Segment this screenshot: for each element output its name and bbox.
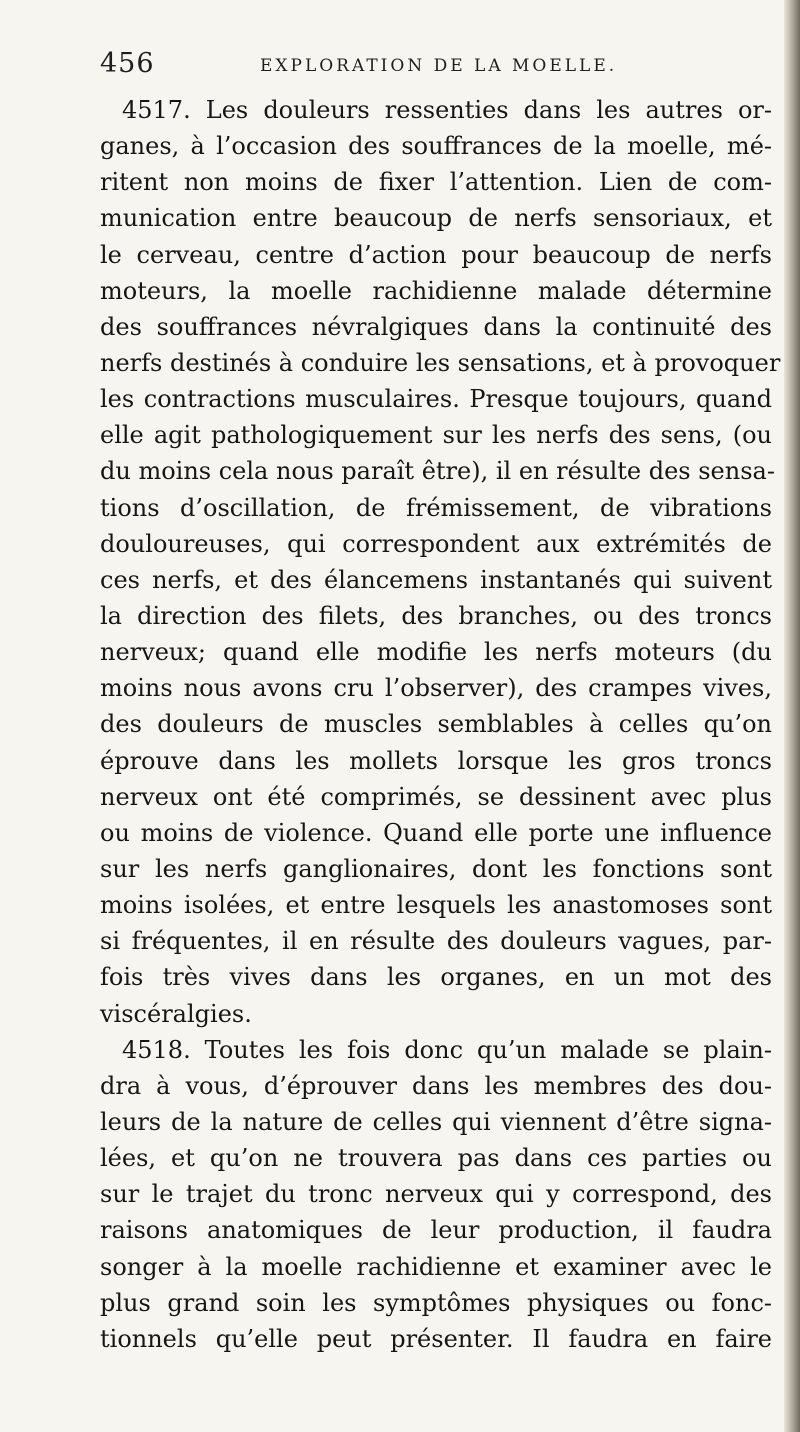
text-line: fois très vives dans les organes, en un mot des (100, 963, 772, 992)
text-line: sur le trajet du tronc nerveux qui y correspond, des (100, 1180, 772, 1209)
text-line: nerfs destinés à conduire les sensations, et à provoquer (100, 348, 781, 377)
text-line: nerveux; quand elle modifie les nerfs moteurs (du (100, 638, 772, 667)
text-line: les contractions musculaires. Presque toujours, quand (100, 385, 772, 414)
text-line: dra à vous, d’éprouver dans les membres des dou- (100, 1071, 772, 1100)
text-line: munication entre beaucoup de nerfs sensoriaux, et (100, 204, 772, 233)
text-line: ou moins de violence. Quand elle porte une influence (100, 818, 772, 847)
text-line: leurs de la nature de celles qui viennent d’être signa- (100, 1107, 772, 1136)
running-head: EXPLORATION DE LA MOELLE. (260, 56, 618, 76)
text-line: éprouve dans les mollets lorsque les gros troncs (100, 746, 772, 775)
page-edge-shadow (784, 0, 800, 1432)
text-line: sur les nerfs ganglionaires, dont les fonctions sont (100, 854, 772, 883)
text-line: elle agit pathologiquement sur les nerfs des sens, (ou (100, 421, 772, 450)
text-line: nerveux ont été comprimés, se dessinent avec plus (100, 782, 772, 811)
text-line: moins nous avons cru l’observer), des crampes vives, (100, 674, 772, 703)
text-line: tionnels qu’elle peut présenter. Il faudra en faire (100, 1324, 772, 1353)
text-line: ces nerfs, et des élancemens instantanés qui suivent (100, 565, 772, 594)
text-line: tions d’oscillation, de frémissement, de vibrations (100, 493, 772, 522)
text-line: la direction des filets, des branches, ou des troncs (100, 601, 772, 630)
text-line: raisons anatomiques de leur production, il faudra (100, 1216, 772, 1245)
page-header (100, 48, 780, 88)
page-number: 456 (100, 48, 155, 79)
text-line: le cerveau, centre d’action pour beaucoup de nerfs (100, 240, 772, 269)
text-line: ganes, à l’occasion des souffrances de la moelle, mé- (100, 132, 772, 161)
text-line: si fréquentes, il en résulte des douleurs vagues, par- (100, 927, 772, 956)
text-line: du moins cela nous paraît être), il en résulte des sensa- (100, 457, 775, 486)
text-line: 4517. Les douleurs ressenties dans les autres or- (122, 96, 772, 124)
text-line: songer à la moelle rachidienne et examiner avec le (100, 1252, 772, 1281)
body-text (100, 92, 781, 1357)
text-line: moteurs, la moelle rachidienne malade détermine (100, 276, 772, 305)
text-line: des souffrances névralgiques dans la continuité des (100, 312, 772, 341)
text-line: plus grand soin les symptômes physiques ou fonc- (100, 1288, 772, 1317)
text-line: lées, et qu’on ne trouvera pas dans ces parties ou (100, 1144, 772, 1173)
text-line: douloureuses, qui correspondent aux extrémités de (100, 529, 772, 558)
text-line: moins isolées, et entre lesquels les anastomoses sont (100, 891, 772, 920)
text-line: viscéralgies. (100, 999, 252, 1028)
text-line: des douleurs de muscles semblables à celles qu’on (100, 710, 772, 739)
text-line: ritent non moins de fixer l’attention. Lien de com- (100, 168, 772, 197)
text-line: 4518. Toutes les fois donc qu’un malade se plain- (122, 1035, 772, 1064)
